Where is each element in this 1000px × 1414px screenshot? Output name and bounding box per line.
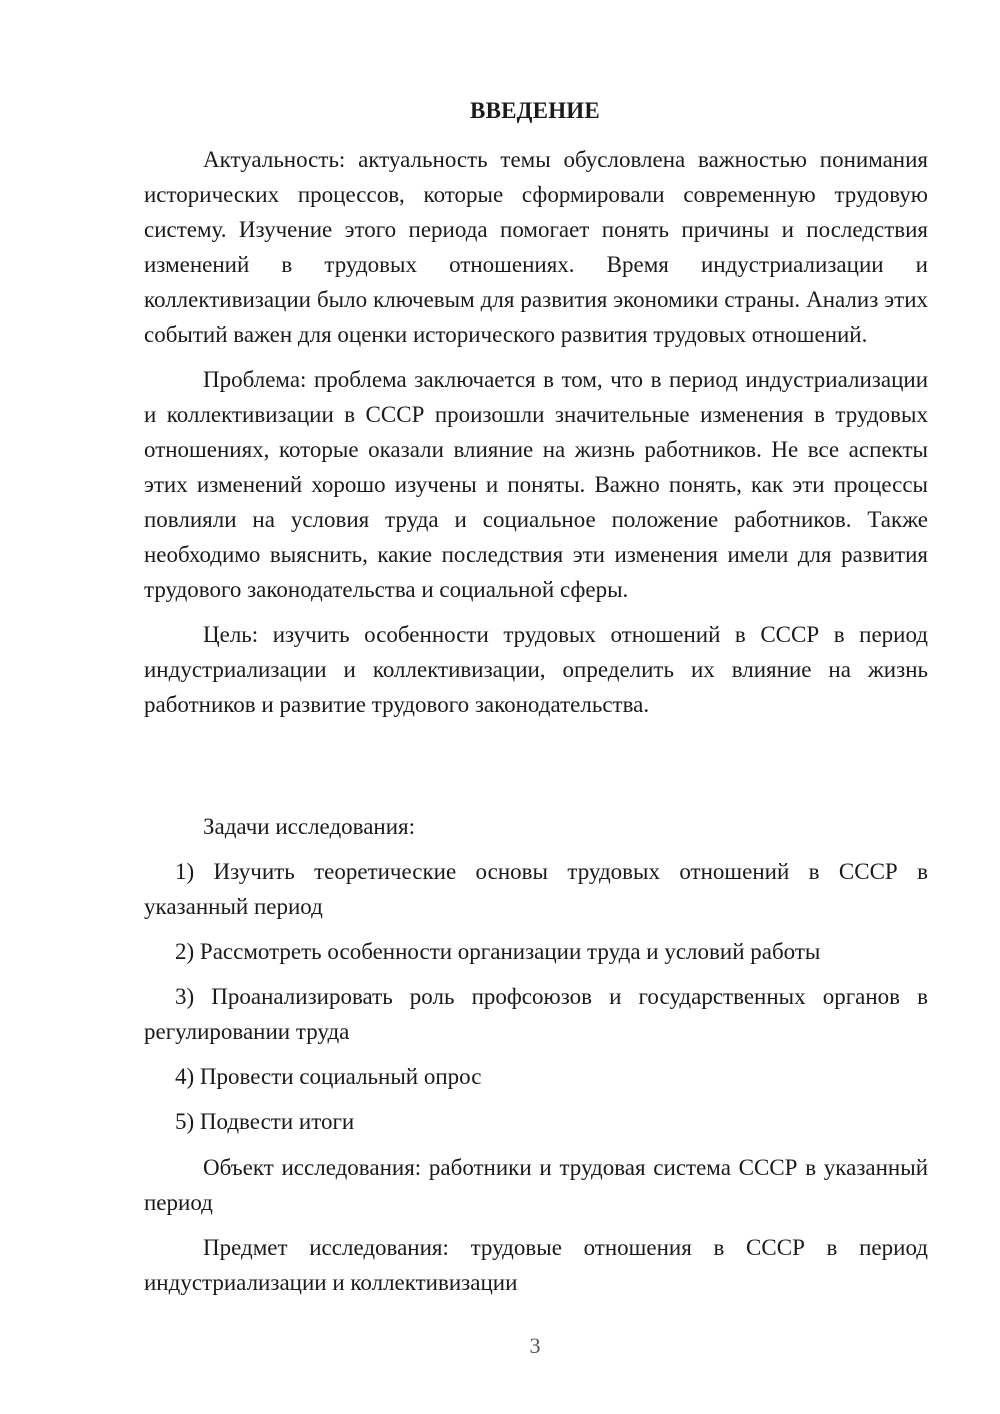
problem-paragraph: Проблема: проблема заключается в том, что в период индустриализации и коллективизации в СССР произошли значительные изменения в трудовых отношениях, которые оказали влияние на жизнь работников. Не все аспекты этих изменений хорошо изучены и поняты. Важно понять, как эти процессы повлияли на условия труда и социальное положение работников. Также необходимо выяснить, какие последствия эти изменения имели для развития трудового законодательства и социальной сферы. bbox=[144, 367, 928, 602]
page-number: 3 bbox=[529, 1333, 541, 1358]
body-block-2 bbox=[144, 1150, 928, 1300]
task-item-1: 1) Изучить теоретические основы трудовых отношений в СССР в указанный период bbox=[144, 859, 928, 919]
task-item-5: 5) Подвести итоги bbox=[175, 1109, 355, 1134]
task-item-2: 2) Рассмотреть особенности организации труда и условий работы bbox=[175, 939, 821, 964]
relevance-paragraph: Актуальность: актуальность темы обусловлена важностью понимания исторических процессов, которые сформировали современную трудовую систему. Изучение этого периода помогает понять причины и последствия изменений в трудовых отношениях. Время индустриализации и коллективизации было ключевым для развития экономики страны. Анализ этих событий важен для оценки исторического развития трудовых отношений. bbox=[144, 147, 928, 347]
tasks-heading: Задачи исследования: bbox=[203, 814, 416, 839]
page-title: ВВЕДЕНИЕ bbox=[470, 98, 600, 123]
task-item-3: 3) Проанализировать роль профсоюзов и государственных органов в регулировании труда bbox=[144, 984, 928, 1044]
task-item-4: 4) Провести социальный опрос bbox=[175, 1064, 482, 1089]
body-block-1 bbox=[144, 142, 928, 722]
tasks-block bbox=[144, 809, 928, 1139]
object-paragraph: Объект исследования: работники и трудовая система СССР в указанный период bbox=[144, 1155, 928, 1215]
subject-paragraph: Предмет исследования: трудовые отношения в СССР в период индустриализации и коллективизации bbox=[144, 1235, 928, 1295]
goal-paragraph: Цель: изучить особенности трудовых отношений в СССР в период индустриализации и коллективизации, определить их влияние на жизнь работников и развитие трудового законодательства. bbox=[144, 622, 928, 717]
